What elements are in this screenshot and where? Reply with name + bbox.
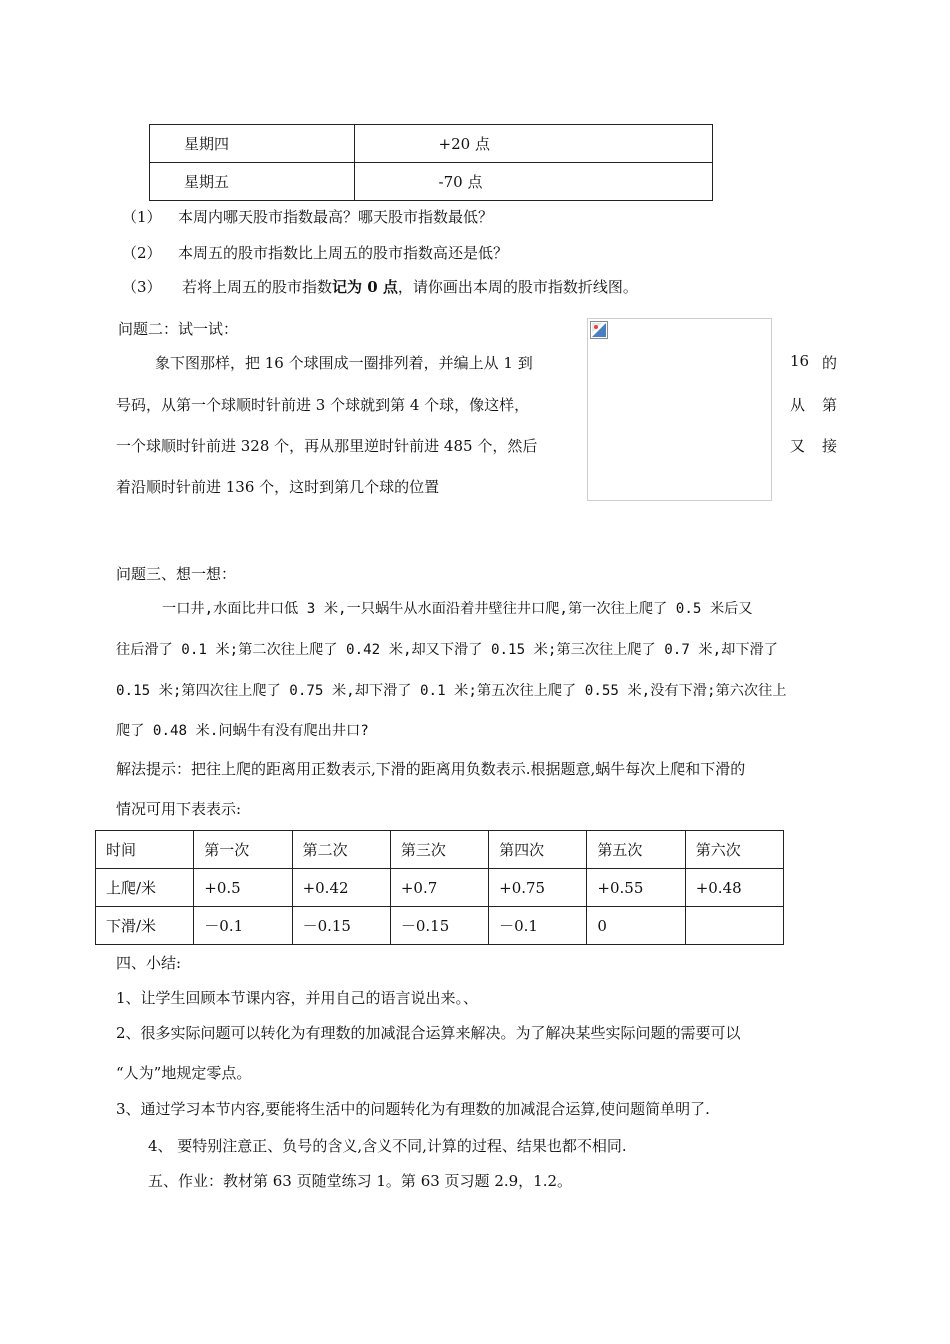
- hint-line: 情况可用下表表示:: [116, 800, 242, 818]
- table-cell: +0.55: [587, 869, 685, 907]
- problem2-line: 一个球顺时针前进 328 个，再从那里逆时针前进 485 个，然后: [116, 437, 538, 455]
- summary-item: “人为”地规定零点。: [116, 1064, 252, 1082]
- question-3: [122, 276, 638, 297]
- table-cell: +0.7: [390, 869, 488, 907]
- table-cell: 第二次: [292, 831, 390, 869]
- table-cell: 时间: [96, 831, 194, 869]
- summary-item: 1、让学生回顾本节课内容，并用自己的语言说出来。、: [116, 989, 479, 1007]
- table-cell: [685, 907, 783, 945]
- problem2-title: 问题二：试一试：: [118, 320, 239, 338]
- summary-item: 4、 要特别注意正、负号的含义,含义不同,计算的过程、结果也都不相同.: [148, 1137, 627, 1155]
- problem2-line: 着沿顺时针前进 136 个，这时到第几个球的位置: [116, 478, 440, 496]
- question-text: 本周五的股市指数比上周五的股市指数高还是低？: [178, 244, 509, 262]
- problem3-line: 往后滑了 0.1 米;第二次往上爬了 0.42 米,却又下滑了 0.15 米;第三次往上爬了 0.7 米,却下滑了: [116, 642, 778, 658]
- table-cell: 0: [587, 907, 685, 945]
- problem3-line: 爬了 0.48 米.问蜗牛有没有爬出井口?: [116, 723, 369, 739]
- question-2: [122, 242, 509, 263]
- table-row: [96, 907, 784, 945]
- summary-item: 2、很多实际问题可以转化为有理数的加减混合运算来解决。为了解决某些实际问题的需要可以: [116, 1024, 741, 1042]
- problem2-line: 从: [790, 396, 806, 414]
- question-text: 本周内哪天股市指数最高？哪天股市指数最低？: [178, 208, 494, 226]
- problem2-line: 接: [822, 437, 838, 455]
- text-span: 若将上周五的股市指数: [182, 278, 333, 296]
- table-row: [96, 869, 784, 907]
- problem3-title: 问题三、想一想：: [116, 565, 237, 583]
- table-cell: －0.15: [292, 907, 390, 945]
- problem2-line: 又: [790, 437, 806, 455]
- problem2-line: 的: [822, 354, 838, 372]
- table-cell: +0.5: [194, 869, 292, 907]
- table-cell: 下滑/米: [96, 907, 194, 945]
- ball-circle-image: [587, 318, 772, 501]
- table-cell: 第四次: [489, 831, 587, 869]
- table-cell: 上爬/米: [96, 869, 194, 907]
- problem2-line: 号码，从第一个球顺时针前进 3 个球就到第 4 个球，像这样，: [116, 396, 530, 414]
- hint-line: 解法提示：把往上爬的距离用正数表示,下滑的距离用负数表示.根据题意,蜗牛每次上爬和下滑的: [116, 760, 746, 778]
- table-row: [150, 163, 713, 201]
- question-number: （2）: [122, 244, 162, 262]
- table-cell: +0.42: [292, 869, 390, 907]
- table-cell: －0.1: [489, 907, 587, 945]
- stock-table: [149, 124, 713, 201]
- table-cell: －0.1: [194, 907, 292, 945]
- table-cell: 星期五: [150, 163, 355, 201]
- question-1: [122, 206, 494, 227]
- table-row: [96, 831, 784, 869]
- table-cell: +0.75: [489, 869, 587, 907]
- problem2-line: 16: [790, 352, 810, 370]
- question-number: （3）: [122, 278, 162, 296]
- table-cell: －0.15: [390, 907, 488, 945]
- table-cell: +0.48: [685, 869, 783, 907]
- text-span: ，请你画出本周的股市指数折线图。: [397, 278, 638, 296]
- snail-table: [95, 830, 784, 945]
- problem3-line: 一口井,水面比井口低 3 米,一只蜗牛从水面沿着井壁往井口爬,第一次往上爬了 0.5 米后又: [162, 601, 753, 617]
- table-cell: 星期四: [150, 125, 355, 163]
- bold-text: 记为 0 点: [332, 278, 398, 296]
- table-cell: 第三次: [390, 831, 488, 869]
- broken-image-icon: [590, 321, 608, 339]
- homework: 五、作业：教材第 63 页随堂练习 1。第 63 页习题 2.9，1.2。: [148, 1172, 573, 1190]
- summary-title: 四、小结:: [116, 954, 182, 972]
- table-cell: 第五次: [587, 831, 685, 869]
- problem3-line: 0.15 米;第四次往上爬了 0.75 米,却下滑了 0.1 米;第五次往上爬了 0.55 米,没有下滑;第六次往上: [116, 683, 787, 699]
- table-cell: +20 点: [354, 125, 712, 163]
- table-cell: 第一次: [194, 831, 292, 869]
- table-cell: -70 点: [354, 163, 712, 201]
- question-text: [182, 276, 638, 297]
- table-cell: 第六次: [685, 831, 783, 869]
- question-number: （1）: [122, 208, 162, 226]
- problem2-line: 第: [822, 396, 838, 414]
- table-row: [150, 125, 713, 163]
- summary-item: 3、通过学习本节内容,要能将生活中的问题转化为有理数的加减混合运算,使问题简单明了.: [116, 1100, 710, 1118]
- problem2-line: 象下图那样，把 16 个球围成一圈排列着，并编上从 1 到: [155, 354, 533, 372]
